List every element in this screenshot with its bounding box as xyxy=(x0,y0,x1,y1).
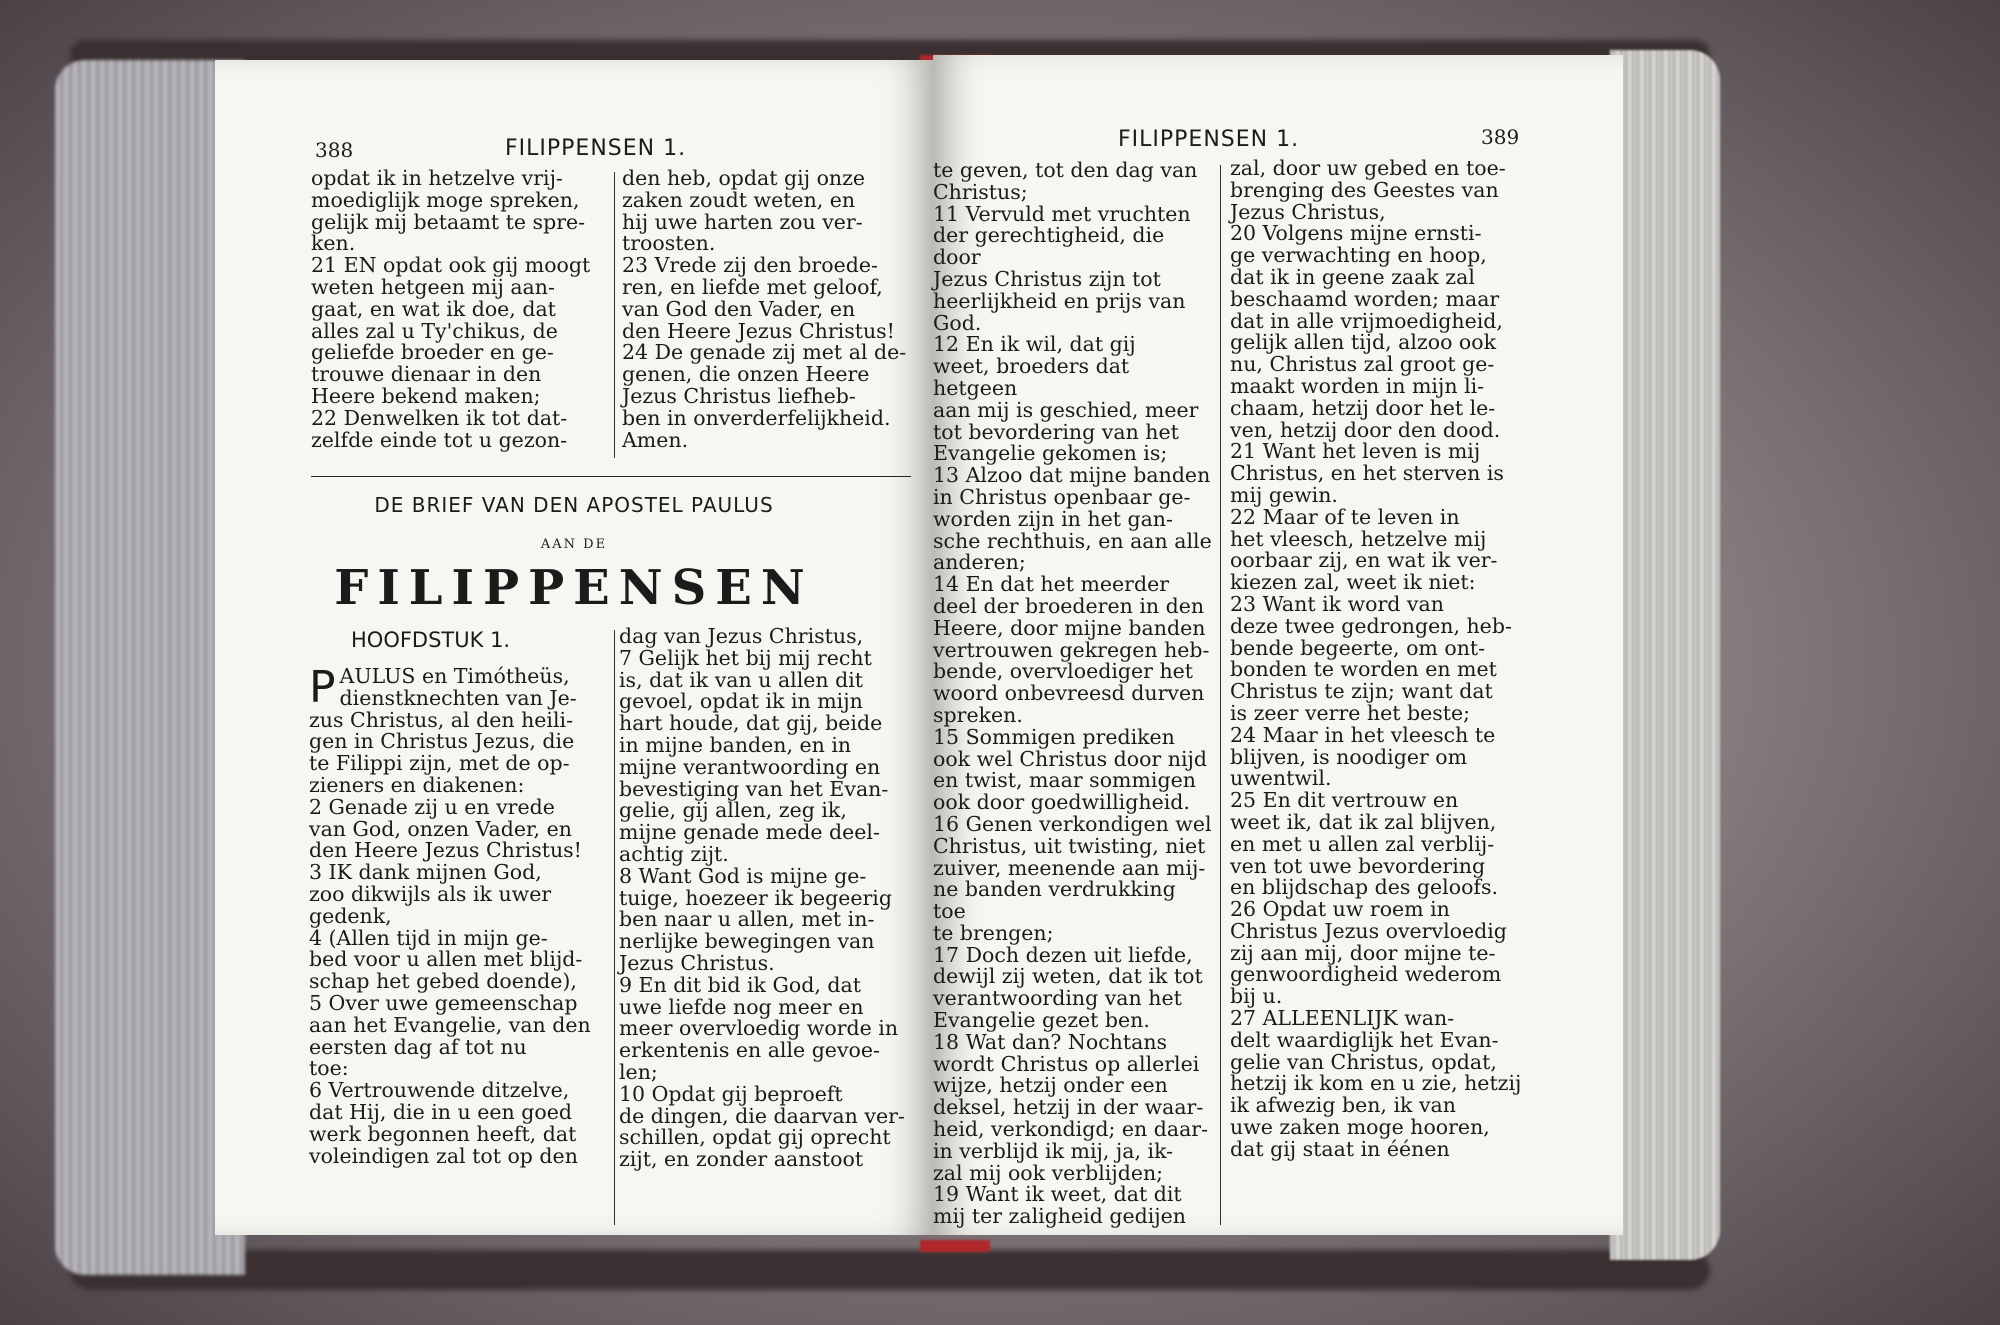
text-line: mij gewin. xyxy=(1230,482,1338,507)
text-line: beschaamd worden; maar xyxy=(1230,286,1500,311)
text-line: toe: xyxy=(309,1056,349,1081)
text-line: geliefde broeder en ge- xyxy=(311,340,554,365)
text-line: bonden te worden en met xyxy=(1230,657,1497,682)
text-line: gelijk mij betaamt te spre- xyxy=(311,209,586,234)
text-line: 10 Opdat gij beproeft xyxy=(619,1081,843,1106)
text-line: ren, en liefde met geloof, xyxy=(622,274,883,299)
text-line: zus Christus, al den heili- xyxy=(309,707,573,732)
text-line: God. xyxy=(933,310,982,335)
text-line: Heere bekend maken; xyxy=(311,383,541,408)
text-line: dewijl zij weten, dat ik tot xyxy=(933,964,1203,989)
text-line: den Heere Jezus Christus! xyxy=(622,318,895,343)
book-title: FILIPPENSEN xyxy=(334,560,814,616)
text-line: anderen; xyxy=(933,550,1026,575)
text-line: het vleesch, hetzelve mij xyxy=(1230,526,1487,551)
text-line: hetzij ik kom en u zie, hetzij xyxy=(1230,1071,1522,1096)
text-line: gaat, en wat ik doe, dat xyxy=(311,296,556,321)
text-line: chaam, hetzij door het le- xyxy=(1230,395,1496,420)
text-line: schap het gebed doende), xyxy=(309,969,577,994)
text-line: bij u. xyxy=(1230,984,1283,1009)
text-line: ven tot uwe bevordering xyxy=(1230,853,1486,878)
text-line: 15 Sommigen prediken xyxy=(933,724,1175,749)
text-line: sche rechthuis, en aan alle xyxy=(933,528,1212,553)
text-line: uwentwil. xyxy=(1230,766,1332,791)
running-head: FILIPPENSEN 1. xyxy=(505,136,687,161)
text-line: moediglijk moge spreken, xyxy=(311,187,580,212)
text-line: gelijk allen tijd, alzoo ook xyxy=(1230,330,1497,355)
text-line: aan het Evangelie, van den xyxy=(309,1012,591,1037)
text-line: 22 Denwelken ik tot dat- xyxy=(311,405,568,430)
text-line: voleindigen zal tot op den xyxy=(309,1143,578,1168)
text-line: 19 Want ik weet, dat dit xyxy=(933,1182,1182,1207)
text-line: Christus; xyxy=(933,179,1028,204)
text-line: worden zijn in het gan- xyxy=(933,506,1173,531)
text-line: 24 De genade zij met al de- xyxy=(622,340,907,365)
text-line: hij uwe harten zou ver- xyxy=(622,209,863,234)
column-rule xyxy=(614,630,615,1225)
text-line: en met u allen zal verblij- xyxy=(1230,831,1495,856)
text-line: ook wel Christus door nijd xyxy=(933,746,1207,771)
text-line: 9 En dit bid ik God, dat xyxy=(619,972,861,997)
text-line: ne banden verdrukking toe xyxy=(933,877,1176,924)
text-line: Heere, door mijne banden xyxy=(933,615,1206,640)
text-line: 16 Genen verkondigen wel xyxy=(933,811,1212,836)
text-line: brenging des Geestes van xyxy=(1230,177,1499,202)
text-line: len; xyxy=(619,1059,658,1084)
text-line: 22 Maar of te leven in xyxy=(1230,504,1460,529)
text-line: gedenk, xyxy=(309,903,392,928)
text-line: aan mij is geschied, meer xyxy=(933,397,1199,422)
right-page xyxy=(933,55,1623,1235)
text-line: woord onbevreesd durven xyxy=(933,681,1205,706)
text-line: heerlijkheid en prijs van xyxy=(933,288,1186,313)
text-line: delt waardiglijk het Evan- xyxy=(1230,1027,1499,1052)
text-line: 27 ALLEENLIJK wan- xyxy=(1230,1006,1455,1031)
text-line: dat gij staat in éénen xyxy=(1230,1136,1450,1161)
right-column-1 xyxy=(933,160,1213,1228)
bottom-column-1 xyxy=(309,662,601,1168)
text-line: Jezus Christus, xyxy=(1230,199,1386,224)
text-line: 24 Maar in het vleesch te xyxy=(1230,722,1496,747)
text-line: Jezus Christus liefheb- xyxy=(622,383,856,408)
text-line: bende begeerte, om ont- xyxy=(1230,635,1486,660)
top-column-2 xyxy=(622,168,912,451)
text-line: gelie van Christus, opdat, xyxy=(1230,1049,1497,1074)
text-line: van God den Vader, en xyxy=(622,296,856,321)
text-line: den heb, opdat gij onze xyxy=(622,166,866,190)
page-number: 389 xyxy=(1481,125,1520,149)
bottom-column-2 xyxy=(619,626,913,1171)
text-line: in Christus openbaar ge- xyxy=(933,484,1191,509)
text-line: te geven, tot den dag van xyxy=(933,158,1198,182)
text-line: mij ter zaligheid gedijen xyxy=(933,1204,1186,1229)
text-line: deel der broederen in den xyxy=(933,593,1205,618)
text-line: 20 Volgens mijne ernsti- xyxy=(1230,221,1482,246)
text-line: ook door goedwilligheid. xyxy=(933,790,1190,815)
text-line: uwe liefde nog meer en xyxy=(619,994,864,1019)
text-line: heid, verkondigd; en daar- xyxy=(933,1117,1209,1142)
text-line: maakt worden in mijn li- xyxy=(1230,373,1485,398)
text-line: dat Hij, die in u een goed xyxy=(309,1099,572,1124)
text-line: 2 Genade zij u en vrede xyxy=(309,794,555,819)
text-line: zij aan mij, door mijne te- xyxy=(1230,940,1496,965)
spine-headband-bottom xyxy=(920,1240,990,1252)
text-line: 7 Gelijk het bij mij recht xyxy=(619,645,872,670)
text-line: en blijdschap des geloofs. xyxy=(1230,875,1499,900)
right-column-2 xyxy=(1230,158,1526,1161)
top-column-1 xyxy=(311,168,601,451)
text-line: 21 Want het leven is mij xyxy=(1230,439,1481,464)
text-line: bed voor u allen met blijd- xyxy=(309,947,583,972)
text-line: den Heere Jezus Christus! xyxy=(309,838,582,863)
text-line: ken. xyxy=(311,231,356,256)
text-line: weten hetgeen mij aan- xyxy=(311,274,555,299)
text-line: zieners en diakenen: xyxy=(309,772,525,797)
text-line: 26 Opdat uw roem in xyxy=(1230,897,1450,922)
text-line: kiezen zal, weet ik niet: xyxy=(1230,570,1476,595)
text-line: Evangelie gezet ben. xyxy=(933,1008,1150,1033)
text-line: te Filippi zijn, met de op- xyxy=(309,751,570,776)
text-line: 14 En dat het meerder xyxy=(933,572,1170,597)
book-cover-bottom xyxy=(70,1250,1710,1290)
text-line: der gerechtigheid, die door xyxy=(933,223,1165,270)
text-line: Jezus Christus. xyxy=(619,950,775,975)
text-line: ben naar u allen, met in- xyxy=(619,907,875,932)
text-line: uwe zaken moge hooren, xyxy=(1230,1115,1490,1140)
text-line: genen, die onzen Heere xyxy=(622,362,870,387)
text-line: in verblijd ik mij, ja, ik- xyxy=(933,1138,1174,1163)
text-line: tot bevordering van het xyxy=(933,419,1179,444)
text-line: tuige, hoezeer ik begeerig xyxy=(619,885,892,910)
text-line: trouwe dienaar in den xyxy=(311,362,542,387)
text-line: nerlijke bewegingen van xyxy=(619,929,875,954)
text-line: 18 Wat dan? Nochtans xyxy=(933,1029,1168,1054)
text-line: 11 Vervuld met vruchten xyxy=(933,201,1191,226)
text-line: de dingen, die daarvan ver- xyxy=(619,1103,905,1128)
text-line: mijne genade mede deel- xyxy=(619,820,880,845)
text-line: Christus, en het sterven is xyxy=(1230,461,1504,486)
epistle-subheading: AAN DE xyxy=(540,537,608,552)
text-line: oorbaar zij, en wat ik ver- xyxy=(1230,548,1498,573)
text-line: eersten dag af tot nu xyxy=(309,1034,527,1059)
text-line: 6 Vertrouwende ditzelve, xyxy=(309,1078,570,1103)
text-line: opdat ik in hetzelve vrij- xyxy=(311,166,563,190)
text-line: AULUS en Timótheüs, xyxy=(339,664,570,688)
text-line: 8 Want God is mijne ge- xyxy=(619,863,867,888)
text-line: weet, broeders dat hetgeen xyxy=(933,354,1130,400)
text-line: gen in Christus Jezus, die xyxy=(309,729,575,754)
section-rule xyxy=(311,476,911,477)
text-line: bevestiging van het Evan- xyxy=(619,776,889,801)
text-line: Christus Jezus overvloedig xyxy=(1230,918,1507,943)
text-line: 25 En dit vertrouw en xyxy=(1230,788,1459,813)
epistle-heading: DE BRIEF VAN DEN APOSTEL PAULUS xyxy=(374,493,774,517)
text-line: achtig zijt. xyxy=(619,841,729,866)
text-line: zal mij ook verblijden; xyxy=(933,1160,1164,1185)
text-line: vertrouwen gekregen heb- xyxy=(933,637,1210,662)
column-rule xyxy=(1220,165,1221,1225)
text-line: ik afwezig ben, ik van xyxy=(1230,1093,1456,1118)
text-line: ben in onverderfelijkheid. xyxy=(622,405,891,430)
text-line: bende, overvloediger het xyxy=(933,659,1194,684)
text-line: 5 Over uwe gemeenschap xyxy=(309,990,578,1015)
text-line: is, dat ik van u allen dit xyxy=(619,667,864,692)
text-line: te brengen; xyxy=(933,920,1054,945)
text-line: dat ik in geene zaak zal xyxy=(1230,264,1475,289)
text-line: 3 IK dank mijnen God, xyxy=(309,860,542,885)
text-line: 17 Doch dezen uit liefde, xyxy=(933,942,1193,967)
text-line: meer overvloedig worde in xyxy=(619,1016,899,1041)
text-line: hart houde, dat gij, beide xyxy=(619,711,883,736)
text-line: zaken zoudt weten, en xyxy=(622,187,856,212)
text-line: weet ik, dat ik zal blijven, xyxy=(1230,809,1497,834)
text-line: troosten. xyxy=(622,231,716,256)
text-line: 23 Vrede zij den broede- xyxy=(622,253,878,278)
text-line: blijven, is noodiger om xyxy=(1230,744,1468,769)
text-line: is zeer verre het beste; xyxy=(1230,700,1471,725)
text-line: zelfde einde tot u gezon- xyxy=(311,427,568,452)
text-line: genwoordigheid wederom xyxy=(1230,962,1502,987)
text-line: gevoel, opdat ik in mijn xyxy=(619,689,863,714)
text-line: 13 Alzoo dat mijne banden xyxy=(933,463,1211,488)
chapter-heading: HOOFDSTUK 1. xyxy=(351,628,511,652)
column-rule xyxy=(614,172,615,458)
text-line: alles zal u Ty'chikus, de xyxy=(311,318,558,343)
text-line: 4 (Allen tijd in mijn ge- xyxy=(309,925,548,950)
text-line: Christus, uit twisting, niet xyxy=(933,833,1206,858)
book-page-edges-right xyxy=(1610,50,1720,1260)
left-page xyxy=(215,60,933,1235)
text-line: in mijne banden, en in xyxy=(619,732,852,757)
text-line: verantwoording van het xyxy=(933,986,1182,1011)
text-line: dag van Jezus Christus, xyxy=(619,624,864,648)
text-line: zijt, en zonder aanstoot xyxy=(619,1147,864,1172)
page-number: 388 xyxy=(315,138,354,162)
text-line: wijze, hetzij onder een xyxy=(933,1073,1168,1098)
text-line: dienstknechten van Je- xyxy=(339,685,577,710)
text-line: ven, hetzij door den dood. xyxy=(1230,417,1501,442)
text-line: ge verwachting en hoop, xyxy=(1230,243,1487,268)
text-line: zal, door uw gebed en toe- xyxy=(1230,156,1506,180)
text-line: nu, Christus zal groot ge- xyxy=(1230,352,1495,377)
text-line: 12 En ik wil, dat gij xyxy=(933,332,1136,357)
text-line: werk begonnen heeft, dat xyxy=(309,1121,577,1146)
text-line: zoo dikwijls als ik uwer xyxy=(309,881,552,906)
text-line: Jezus Christus zijn tot xyxy=(933,266,1161,291)
text-line: dat in alle vrijmoedigheid, xyxy=(1230,308,1503,333)
text-line: wordt Christus op allerlei xyxy=(933,1051,1200,1076)
text-line: schillen, opdat gij oprecht xyxy=(619,1125,891,1150)
text-line: Evangelie gekomen is; xyxy=(933,441,1168,466)
text-line: deksel, hetzij in der waar- xyxy=(933,1095,1204,1120)
text-line: 23 Want ik word van xyxy=(1230,591,1444,616)
text-line: deze twee gedrongen, heb- xyxy=(1230,613,1512,638)
text-line: erkentenis en alle gevoe- xyxy=(619,1038,880,1063)
text-line: gelie, gij allen, zeg ik, xyxy=(619,798,847,823)
text-line: spreken. xyxy=(933,702,1023,727)
text-line: zuiver, meenende aan mij- xyxy=(933,855,1206,880)
text-line: Christus te zijn; want dat xyxy=(1230,679,1493,704)
text-line: Amen. xyxy=(622,427,689,452)
drop-cap: P xyxy=(309,662,336,713)
text-line: mijne verantwoording en xyxy=(619,754,881,779)
text-line: 21 EN opdat ook gij moogt xyxy=(311,253,591,278)
running-head: FILIPPENSEN 1. xyxy=(1118,127,1300,152)
text-line: en twist, maar sommigen xyxy=(933,768,1196,793)
text-line: van God, onzen Vader, en xyxy=(309,816,572,841)
